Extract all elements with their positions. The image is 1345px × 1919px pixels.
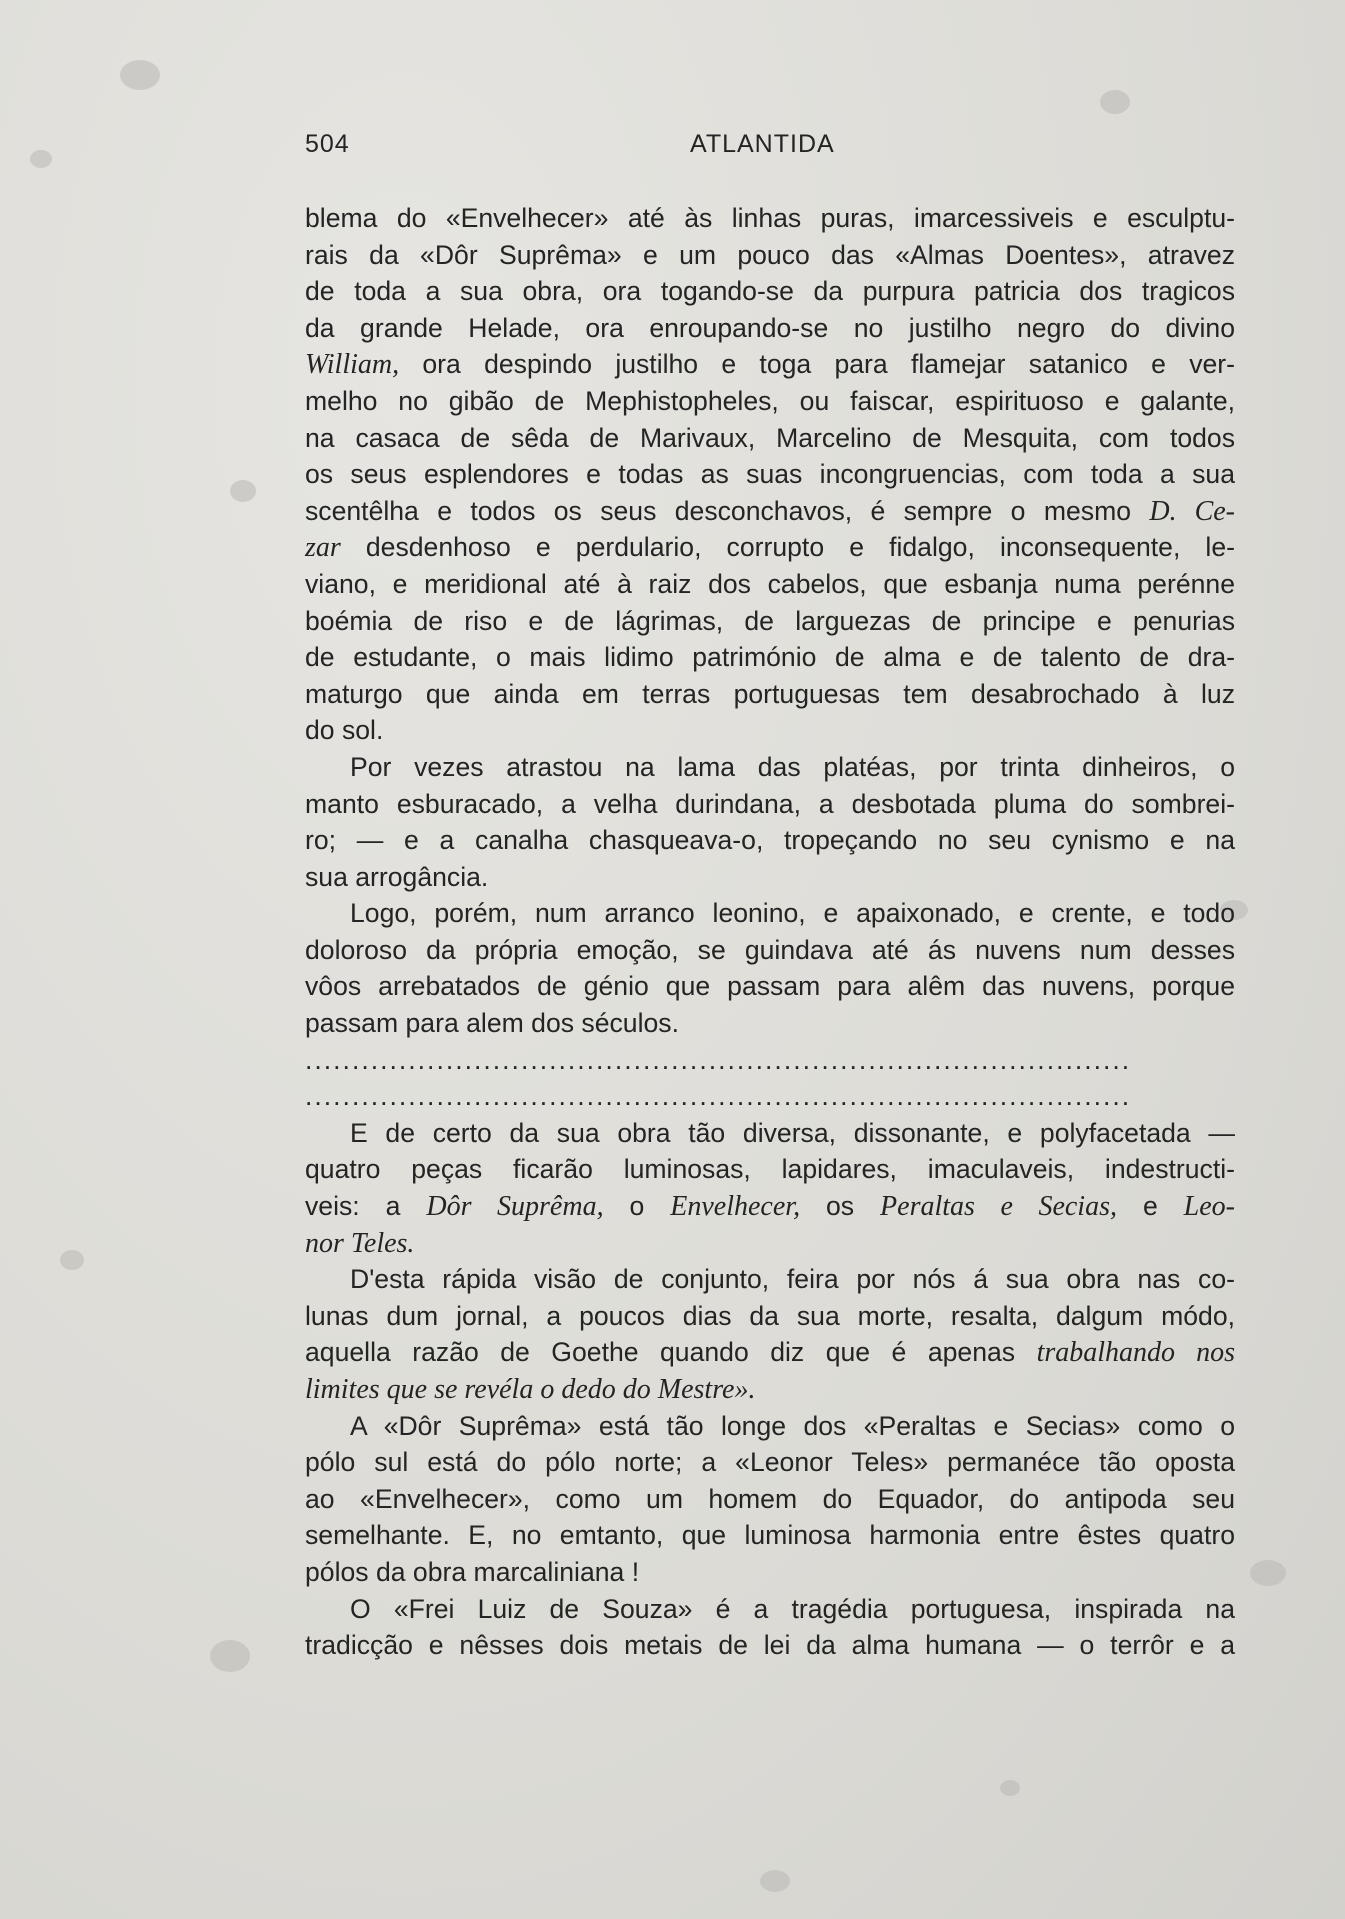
text-segment: na casaca de sêda de Marivaux, Marcelino de Mesquita, com todos (305, 422, 1235, 453)
text-line (305, 273, 1235, 310)
text-segment: doloroso da própria emoção, se guindava até ás nuvens num desses (305, 934, 1235, 965)
text-segment: o (603, 1191, 671, 1222)
text-line (305, 603, 1235, 640)
text-line (305, 1371, 1235, 1408)
text-line (305, 1188, 1235, 1225)
paper-speck (60, 1250, 84, 1270)
paper-speck (1250, 1560, 1286, 1586)
text-segment: tradicção e nêsses dois metais de lei da alma humana — o terrôr e a (305, 1630, 1235, 1661)
text-segment: passam para alem dos séculos. (305, 1008, 679, 1039)
text-line (305, 859, 1235, 896)
text-segment: sua arrogância. (305, 861, 489, 892)
text-segment: os seus esplendores e todas as suas incongruencias, com toda a sua (305, 459, 1235, 490)
text-line (305, 676, 1235, 713)
italic-segment: Envelhecer, (670, 1191, 801, 1223)
text-line (305, 968, 1235, 1005)
text-segment: da grande Helade, ora enroupando-se no justilho negro do divino (305, 312, 1235, 343)
text-line (305, 822, 1235, 859)
text-segment: Logo, porém, num arranco leonino, e apaixonado, e crente, e todo (350, 898, 1235, 929)
text-line (305, 1627, 1235, 1664)
text-segment: pólo sul está do pólo norte; a «Leonor Teles» permanéce tão oposta (305, 1447, 1235, 1478)
text-line (305, 1225, 1235, 1262)
italic-segment: limites que se revéla o dedo do Mestre». (305, 1374, 756, 1405)
text-segment: aquella razão de Goethe quando diz que é apenas (305, 1337, 1037, 1368)
italic-segment: Leo- (1183, 1191, 1235, 1223)
text-segment: A «Dôr Suprêma» está tão longe dos «Peraltas e Secias» como o (350, 1410, 1235, 1441)
text-line (305, 1481, 1235, 1518)
text-line (305, 566, 1235, 603)
text-segment: semelhante. E, no emtanto, que luminosa harmonia entre êstes quatro (305, 1520, 1235, 1551)
running-header (305, 130, 1235, 166)
text-segment: boémia de riso e de lágrimas, de larguezas de principe e penurias (305, 605, 1235, 636)
italic-segment: William, (305, 349, 400, 381)
italic-segment: Dôr Suprêma, (426, 1191, 604, 1223)
text-segment: manto esburacado, a velha durindana, a desbotada pluma do sombrei- (305, 788, 1235, 819)
text-segment: os (800, 1191, 881, 1222)
page-number: 504 (305, 130, 350, 158)
text-line (305, 1408, 1235, 1445)
text-segment: e (1117, 1191, 1184, 1222)
paper-speck (120, 60, 160, 90)
text-segment: vôos arrebatados de génio que passam para alêm das nuvens, porque (305, 971, 1235, 1002)
paper-speck (230, 480, 256, 502)
italic-segment: Peraltas e Secias, (880, 1191, 1117, 1223)
text-line (305, 237, 1235, 274)
text-line (305, 932, 1235, 969)
ellipsis-separator (305, 1042, 1235, 1079)
text-line (305, 493, 1235, 530)
text-line (305, 749, 1235, 786)
text-line (305, 383, 1235, 420)
text-segment: lunas dum jornal, a poucos dias da sua morte, resalta, dalgum módo, (305, 1300, 1235, 1331)
text-segment: pólos da obra marcaliniana ! (305, 1556, 640, 1587)
text-segment: melho no gibão de Mephistopheles, ou faiscar, espirituoso e galante, (305, 385, 1235, 416)
text-line (305, 1444, 1235, 1481)
italic-segment: trabalhando nos (1036, 1337, 1236, 1369)
text-line (305, 1591, 1235, 1628)
text-segment: D'esta rápida visão de conjunto, feira por nós á sua obra nas co- (350, 1264, 1235, 1295)
text-line (305, 456, 1235, 493)
text-line (305, 310, 1235, 347)
text-segment: viano, e meridional até à raiz dos cabelos, que esbanja numa perénne (305, 568, 1235, 599)
text-line (305, 1298, 1235, 1335)
paper-speck (30, 150, 52, 168)
text-segment: de toda a sua obra, ora togando-se da purpura patricia dos tragicos (305, 276, 1235, 307)
paper-speck (1100, 90, 1130, 114)
text-line (305, 786, 1235, 823)
paper-speck (760, 1870, 790, 1892)
running-title: ATLANTIDA (690, 130, 835, 158)
body-text (305, 200, 1235, 1664)
italic-segment: nor Teles. (305, 1227, 415, 1259)
text-line (305, 529, 1235, 566)
text-segment: ........................................................................................ (305, 1081, 1132, 1112)
text-line (305, 895, 1235, 932)
text-line (305, 200, 1235, 237)
text-segment: scentêlha e todos os seus desconchavos, é sempre o mesmo (305, 495, 1150, 526)
text-segment: maturgo que ainda em terras portuguesas tem desabrochado à luz (305, 678, 1235, 709)
paper-speck (210, 1640, 250, 1672)
text-segment: ao «Envelhecer», como um homem do Equador, do antipoda seu (305, 1483, 1235, 1514)
text-line (305, 1517, 1235, 1554)
text-segment: blema do «Envelhecer» até às linhas puras, imarcessiveis e esculptu- (305, 203, 1235, 233)
paper-speck (1000, 1780, 1020, 1796)
text-line (305, 712, 1235, 749)
text-line (305, 346, 1235, 383)
italic-segment: zar (305, 532, 341, 564)
text-line (305, 639, 1235, 676)
text-line (305, 420, 1235, 457)
text-line (305, 1261, 1235, 1298)
text-segment: E de certo da sua obra tão diversa, dissonante, e polyfacetada — (350, 1117, 1235, 1148)
text-segment: O «Frei Luiz de Souza» é a tragédia portuguesa, inspirada na (350, 1593, 1235, 1624)
text-line (305, 1151, 1235, 1188)
text-segment: do sol. (305, 715, 384, 746)
ellipsis-separator (305, 1078, 1235, 1115)
text-line (305, 1334, 1235, 1371)
text-segment: ro; — e a canalha chasqueava-o, tropeçando no seu cynismo e na (305, 825, 1235, 856)
text-segment: rais da «Dôr Suprêma» e um pouco das «Almas Doentes», atravez (305, 239, 1235, 270)
text-segment: veis: a (305, 1191, 427, 1222)
text-segment: quatro peças ficarão luminosas, lapidares, imaculaveis, indestructi- (305, 1154, 1235, 1185)
text-segment: ora despindo justilho e toga para flamejar satanico e ver- (399, 349, 1235, 380)
text-line (305, 1005, 1235, 1042)
italic-segment: D. Ce- (1149, 495, 1235, 527)
text-segment: Por vezes atrastou na lama das platéas, por trinta dinheiros, o (350, 751, 1235, 782)
text-segment: de estudante, o mais lidimo património de alma e de talento de dra- (305, 642, 1235, 673)
text-segment: desdenhoso e perdulario, corrupto e fidalgo, inconsequente, le- (340, 532, 1235, 563)
text-line (305, 1115, 1235, 1152)
text-line (305, 1554, 1235, 1591)
text-segment: ........................................................................................ (305, 1044, 1132, 1075)
